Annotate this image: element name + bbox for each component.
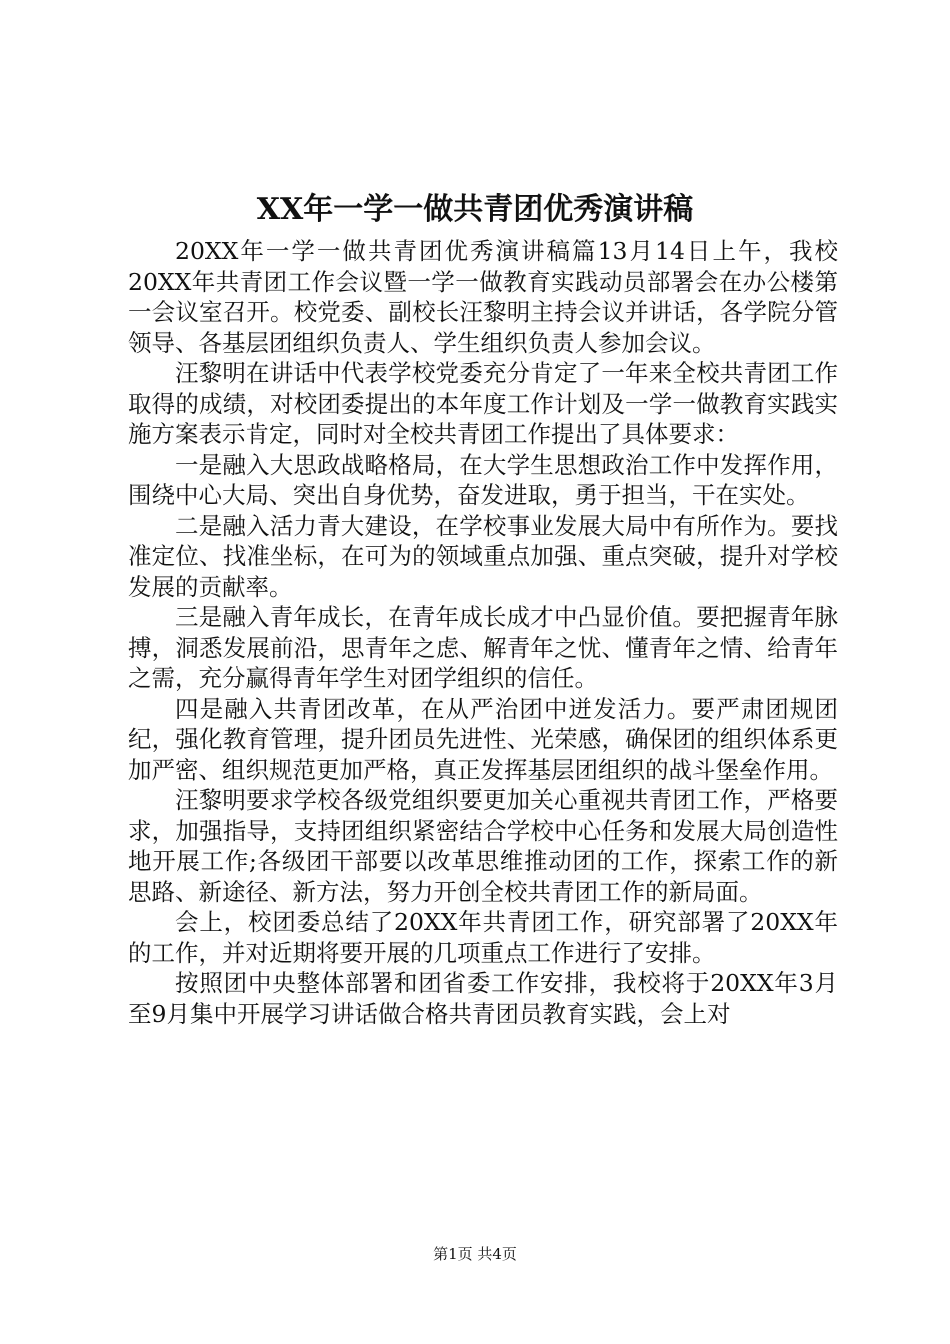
page-footer: 第1页 共4页	[433, 1245, 517, 1263]
paragraph: 三是融入青年成长，在青年成长成才中凸显价值。要把握青年脉搏，洞悉发展前沿，思青年之虑、解青年之忧、懂青年之情、给青年之需，充分赢得青年学生对团学组织的信任。	[128, 603, 838, 692]
paragraph: 一是融入大思政战略格局，在大学生思想政治工作中发挥作用，围绕中心大局、突出自身优势，奋发进取，勇于担当，干在实处。	[128, 450, 838, 509]
paragraph: 20XX年一学一做共青团优秀演讲稿篇13月14日上午，我校20XX年共青团工作会议暨一学一做教育实践动员部署会在办公楼第一会议室召开。校党委、副校长汪黎明主持会议并讲话，各学院分管领导、各基层团组织负责人、学生组织负责人参加会议。	[128, 237, 838, 357]
paragraph: 会上，校团委总结了20XX年共青团工作，研究部署了20XX年的工作，并对近期将要开展的几项重点工作进行了安排。	[128, 908, 838, 967]
document-body	[128, 236, 838, 1029]
paragraph: 二是融入活力青大建设，在学校事业发展大局中有所作为。要找准定位、找准坐标，在可为的领域重点加强、重点突破，提升对学校发展的贡献率。	[128, 511, 838, 601]
paragraph: 汪黎明在讲话中代表学校党委充分肯定了一年来全校共青团工作取得的成绩，对校团委提出的本年度工作计划及一学一做教育实践实施方案表示肯定，同时对全校共青团工作提出了具体要求：	[128, 359, 838, 448]
document-title: XX年一学一做共青团优秀演讲稿	[256, 192, 694, 227]
paragraph: 汪黎明要求学校各级党组织要更加关心重视共青团工作，严格要求，加强指导，支持团组织紧密结合学校中心任务和发展大局创造性地开展工作;各级团干部要以改革思维推动团的工作，探索工作的新思路、新途径、新方法，努力开创全校共青团工作的新局面。	[128, 786, 838, 906]
paragraph: 四是融入共青团改革，在从严治团中迸发活力。要严肃团规团纪，强化教育管理，提升团员先进性、光荣感，确保团的组织体系更加严密、组织规范更加严格，真正发挥基层团组织的战斗堡垒作用。	[128, 694, 838, 784]
paragraph: 按照团中央整体部署和团省委工作安排，我校将于20XX年3月至9月集中开展学习讲话做合格共青团员教育实践，会上对	[128, 969, 838, 1028]
